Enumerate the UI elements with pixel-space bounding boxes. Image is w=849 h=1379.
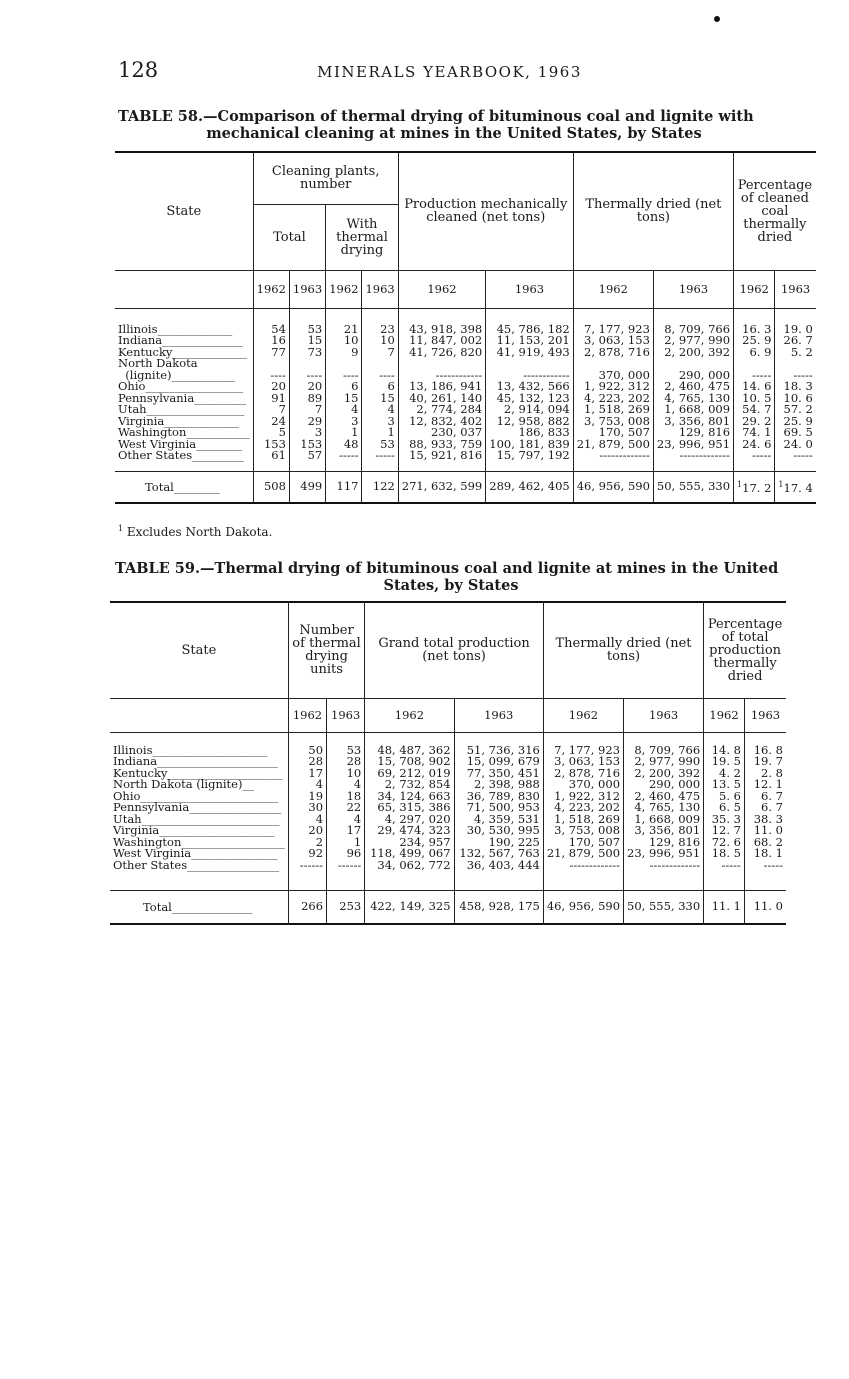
- table58-thermally-dried-header: Thermally dried (net tons): [573, 152, 733, 270]
- table58-production-1963-column: 45, 786, 182 11, 153, 201 41, 919, 493 ------------ 13, 432, 566 45, 132, 123 2, 914, 094 12, 958, 882 186, 833 100, 181, 839 15, 797, 192: [486, 308, 573, 471]
- table58-percent-1963-column: 19. 0 26. 7 5. 2 ----- 18. 3 10. 6 57. 2 25. 9 69. 5 24. 0 -----: [783, 321, 813, 462]
- table58-year-cell: 1963: [289, 270, 325, 308]
- table58-total-header: Total: [253, 204, 326, 270]
- table58-thermal-1962-column: 21 10 9 ---- 6 15 4 3 1 48 -----: [326, 308, 362, 471]
- table59-total-cell: 253: [327, 890, 365, 924]
- table59-state-column: Illinois____________________ Indiana_____________________ Kentucky____________________ North Dakota (lignite)__ Ohio________________________ Pennsylvania________________ Utah________________________ Virginia____________________ Washington__________________ West Virginia_______________ Other States________________: [110, 732, 288, 890]
- table59-total-label: Total______________: [110, 890, 288, 924]
- table58-year-cell: 1963: [486, 270, 573, 308]
- table58: [115, 151, 816, 504]
- table59-units-1962-column: 50 28 17 4 19 30 4 20 2 92 ------: [288, 732, 326, 890]
- table58-total-cell: 50, 555, 330: [653, 471, 733, 503]
- table59-year-cell: 1963: [744, 698, 786, 732]
- table59-percent-1962-column: 14. 8 19. 5 4. 2 13. 5 5. 6 6. 5 35. 3 12. 7 72. 6 18. 5 -----: [704, 732, 745, 890]
- table59-total-cell: 50, 555, 330: [624, 890, 704, 924]
- footnote-text: Excludes North Dakota.: [126, 525, 273, 539]
- table59-grand-1962-column: 48, 487, 362 15, 708, 902 69, 212, 019 2, 732, 854 34, 124, 663 65, 315, 386 4, 297, 020 29, 474, 323 234, 957 118, 499, 067 34, 062, 772: [365, 732, 454, 890]
- table58-cleaning-plants-header: Cleaning plants, number: [253, 152, 398, 204]
- table59-grand-total-header: Grand total production (net tons): [365, 602, 544, 698]
- table59-year-cell: 1963: [327, 698, 365, 732]
- table58-total-1962-column: 54 16 77 ---- 20 91 7 24 5 153 61: [253, 308, 289, 471]
- table58-percentage-header: Percentage of cleaned coal thermally dried: [734, 152, 816, 270]
- table58-percent-1962-column: 16. 3 25. 9 6. 9 ----- 14. 6 10. 5 54. 7 29. 2 74. 1 24. 6 -----: [734, 308, 775, 471]
- table58-total-cell: 499: [289, 471, 325, 503]
- page-header: [0, 58, 849, 88]
- table58-total-cell: 17. 4: [783, 480, 813, 495]
- table59-percentage-header: Percentage of total production thermally dried: [704, 602, 786, 698]
- table59-percent-1963-column: 16. 8 19. 7 2. 8 12. 1 6. 7 6. 7 38. 3 11. 0 68. 2 18. 1 -----: [753, 742, 783, 872]
- table58-year-cell: 1962: [734, 270, 775, 308]
- table59-dried-1962-column: 7, 177, 923 3, 063, 153 2, 878, 716 370, 000 1, 922, 312 4, 223, 202 1, 518, 269 3, 753, 008 170, 507 21, 879, 500 -------------: [543, 732, 623, 890]
- table58-year-cell: 1963: [362, 270, 398, 308]
- table59-year-cell: 1962: [288, 698, 326, 732]
- table59-title-line2: States, by States: [383, 577, 519, 594]
- table59-state-header: State: [110, 602, 288, 698]
- table58-total-label: Total________: [115, 471, 253, 503]
- page-number: 128: [118, 58, 159, 82]
- table59-units-header: Number of thermal drying units: [288, 602, 364, 698]
- table58-production-header: Production mechanically cleaned (net tons): [398, 152, 573, 270]
- table59-total-cell: 11. 0: [753, 899, 783, 913]
- table58-year-cell: 1962: [253, 270, 289, 308]
- table58-total-cell: 117: [326, 471, 362, 503]
- table58-year-cell: 1963: [653, 270, 733, 308]
- table58-total-cell: 46, 956, 590: [573, 471, 653, 503]
- table58-total-cell: 271, 632, 599: [398, 471, 485, 503]
- ink-dot: [714, 16, 720, 22]
- table58-total-1963-column: 53 15 73 ---- 20 89 7 29 3 153 57: [289, 308, 325, 471]
- table58-total-cell: 17. 2: [742, 480, 772, 495]
- table58-title-line2: mechanical cleaning at mines in the United States, by States: [206, 125, 702, 142]
- table59-total-cell: 458, 928, 175: [454, 890, 543, 924]
- table58-total-cell: 508: [253, 471, 289, 503]
- table59: [110, 601, 786, 925]
- table59-units-1963-column: 53 28 10 4 18 22 4 17 1 96 ------: [327, 732, 365, 890]
- table59-total-row: [110, 890, 786, 924]
- footnote-marker: 1: [118, 524, 124, 533]
- table58-total-row: [115, 471, 816, 503]
- table58-total-footnote-ref: 1: [778, 480, 784, 490]
- table59-grand-1963-column: 51, 736, 316 15, 099, 679 77, 350, 451 2, 398, 988 36, 789, 830 71, 500, 953 4, 359, 531 30, 530, 995 190, 225 132, 567, 763 36, 403, 444: [454, 732, 543, 890]
- table58-with-thermal-header: With thermal drying: [326, 204, 399, 270]
- table58-year-cell: 1962: [398, 270, 485, 308]
- running-head: MINERALS YEARBOOK, 1963: [317, 63, 582, 81]
- table58-year-cell: 1963: [775, 270, 816, 308]
- table59-thermally-dried-header: Thermally dried (net tons): [543, 602, 703, 698]
- table59-year-cell: 1962: [365, 698, 454, 732]
- table59-total-cell: 266: [288, 890, 326, 924]
- table59-year-cell: 1963: [624, 698, 704, 732]
- table58-year-cell: 1962: [326, 270, 362, 308]
- table58-thermal-1963-column: 23 10 7 ---- 6 15 4 3 1 53 -----: [362, 308, 398, 471]
- table58-dried-1963-column: 8, 709, 766 2, 977, 990 2, 200, 392 290, 000 2, 460, 475 4, 765, 130 1, 668, 009 3, 356, 801 129, 816 23, 996, 951 -------------: [653, 308, 733, 471]
- table58-total-cell: 122: [362, 471, 398, 503]
- table58-title: [118, 108, 790, 142]
- table59-title-line1: TABLE 59.—Thermal drying of bituminous coal and lignite at mines in the United: [115, 560, 779, 577]
- table58-production-1962-column: 43, 918, 398 11, 847, 002 41, 726, 820 ------------ 13, 186, 941 40, 261, 140 2, 774, 284 12, 832, 402 230, 037 88, 933, 759 15, 921, 816: [398, 308, 485, 471]
- table59-dried-1963-column: 8, 709, 766 2, 977, 990 2, 200, 392 290, 000 2, 460, 475 4, 765, 130 1, 668, 009 3, 356, 801 129, 816 23, 996, 951 -------------: [624, 732, 704, 890]
- table58-total-cell: 289, 462, 405: [486, 471, 573, 503]
- table59-year-cell: 1963: [454, 698, 543, 732]
- table58-year-spacer: [115, 270, 253, 308]
- table58-total-footnote-ref: 1: [737, 480, 743, 490]
- table59-total-cell: 11. 1: [704, 890, 745, 924]
- table58-state-header: State: [115, 152, 253, 270]
- table58-title-line1: TABLE 58.—Comparison of thermal drying of bituminous coal and lignite with: [118, 108, 754, 125]
- table58-state-column: Illinois_____________ Indiana______________ Kentucky_____________ North Dakota (lignite)___________ Ohio_________________ Pennsylvania_________ Utah_________________ Virginia_____________ Washington___________ West Virginia________ Other States_________: [115, 308, 253, 471]
- table59-title: [115, 560, 787, 594]
- table59-total-cell: 422, 149, 325: [365, 890, 454, 924]
- table58-year-cell: 1962: [573, 270, 653, 308]
- table59-total-cell: 46, 956, 590: [543, 890, 623, 924]
- table58-dried-1962-column: 7, 177, 923 3, 063, 153 2, 878, 716 370, 000 1, 922, 312 4, 223, 202 1, 518, 269 3, 753, 008 170, 507 21, 879, 500 -------------: [573, 308, 653, 471]
- table59-year-spacer: [110, 698, 288, 732]
- table58-footnote: [118, 524, 272, 539]
- table59-year-cell: 1962: [704, 698, 745, 732]
- table59-year-cell: 1962: [543, 698, 623, 732]
